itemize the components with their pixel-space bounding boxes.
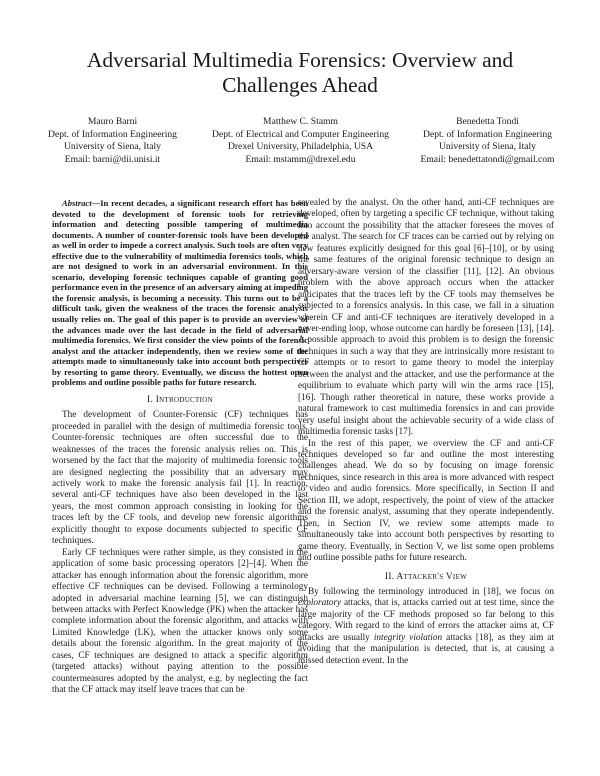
- right-paragraph-2: In the rest of this paper, we overview the CF and anti-CF techniques developed so far and outline the most interesting challenges ahead. We do so by focusing on image forensic techniques, since research in this area is more advanced with respect to video and audio forensics. More specifically, in Section II and Section III, we adopt, respectively, the point of view of the attacker and the forensic analyst, assuming that they operate independently. Then, in Section IV, we review some attempts made to simultaneously take into account both perspectives by resorting to game theory. Eventually, in Section V, we list some open problems and outline possible paths for future research.: [298, 438, 554, 564]
- abstract-label: Abstract: [62, 198, 92, 208]
- text-run: attacks, that is, attacks carried out at test time, since the large majority of the CF methods proposed so far belong to this category. With regard to the kind of errors the attacker aims at, CF attacks are usually: [298, 598, 554, 643]
- author-name: Mauro Barni: [87, 116, 138, 127]
- author-affiliation: Drexel University, Philadelphia, USA: [227, 141, 374, 153]
- author-email: Email: mstamm@drexel.edu: [245, 153, 356, 165]
- author-3: [395, 116, 580, 166]
- author-name: Matthew C. Stamm: [263, 116, 338, 127]
- paper-title: Adversarial Multimedia Forensics: Overview and Challenges Ahead: [86, 48, 514, 97]
- author-department: Dept. of Information Engineering: [423, 128, 552, 140]
- left-column: [52, 198, 308, 697]
- right-paragraph-1: revealed by the analyst. On the other hand, anti-CF techniques are developed, often by targeting a specific CF technique, without taking into account the possibility that the attacker foresees the moves of the analyst. The search for CF traces can be carried out by relying on new features explicitly designed for this goal [6]–[10], or by using the same features of the original forensic technique to design an adversary-aware version of the classifier [11], [12]. An obvious problem with the above approach occurs when the attacker anticipates that the traces left by the CF tools may themselves be subjected to a forensics analysis. In this case, we fall in a situation wherein CF and anti-CF techniques are iteratively developed in a never-ending loop, whose outcome can hardly be foreseen [13], [14]. A possible approach to avoid this problem is to design the forensic techniques in such a way that they are intrinsically more resistant to CF attempts or to resort to game theory to model the interplay between the analyst and the attacker, and use the performance at the equilibrium to evaluate which party will win the arms race [15], [16]. Though rather theoretical in nature, these works provide a natural framework to cast multimedia forensics in and can provide very useful insight about the achievable security of a wide class of multimedia forensic tasks [17].: [298, 198, 554, 438]
- author-2: [178, 116, 423, 166]
- intro-paragraph-1: The development of Counter-Forensic (CF) techniques has proceeded in parallel with the design of multimedia forensic tools. Counter-forensic techniques are often successful due to the weaknesses of the traces the forensic analysis relies on. This is worsened by the fact that the majority of multimedia forensic tools are designed neglecting the possibility that an adversary may actively work to make the forensic analysis fail [1]. In reaction, several anti-CF techniques have also been developed in the last years, the most common approach consisting in looking for the traces left by the CF tools, and develop new forensic algorithms explicitly thought to expose documents subjected to specific CF techniques.: [52, 410, 308, 547]
- author-email: Email: barni@dii.unisi.it: [64, 153, 161, 165]
- author-name: Benedetta Tondi: [456, 116, 519, 127]
- section-heading-introduction: I. Introduction: [147, 394, 213, 405]
- right-column: [298, 198, 554, 667]
- abstract: [52, 198, 308, 388]
- attacker-paragraph-1: [298, 587, 554, 667]
- emphasis-exploratory: exploratory: [298, 598, 342, 609]
- emphasis-integrity-violation: integrity violation: [373, 632, 443, 643]
- section-heading-attackers-view: II. Attacker's View: [384, 571, 468, 582]
- author-affiliation: University of Siena, Italy: [439, 141, 536, 153]
- text-run: By following the terminology introduced in [18], we focus on: [308, 586, 554, 597]
- abstract-text: —In recent decades, a significant research effort has been devoted to the development of forensic tools for retrieving information and detecting possible tampering of multimedia documents. A number of counter-forensic tools have been developed as well in order to impede a correct analysis. Such tools are often very effective due to the vulnerability of multimedia forensics tools, which are not designed to work in an adversarial environment. In this scenario, developing forensic techniques capable of granting good performance even in the presence of an adversary aiming at impeding the forensic analysis, is becoming a necessity. This turns out to be a difficult task, given the weakness of the traces the forensic analysis usually relies on. The goal of this paper is to provide an overview of the advances made over the last decade in the field of adversarial multimedia forensics. We first consider the view points of the forensic analyst and the attacker independently, then we review some of the attempts made to simultaneously take into account both perspectives by resorting to game theory. Eventually, we discuss the hottest open problems and outline possible paths for future research.: [52, 198, 308, 388]
- author-email: Email: benedettatondi@gmail.com: [420, 153, 555, 165]
- author-department: Dept. of Electrical and Computer Engineering: [212, 128, 389, 140]
- author-block: [20, 116, 580, 166]
- author-department: Dept. of Information Engineering: [48, 128, 177, 140]
- text-run: attacks [18], as they aim at avoiding that the manipulation is detected, that is, at causing a missed detection event. In the: [298, 632, 554, 666]
- author-affiliation: University of Siena, Italy: [64, 141, 161, 153]
- intro-paragraph-2: Early CF techniques were rather simple, as they consisted in the application of some basic processing operators [2]–[4]. When the attacker has enough information about the forensic algorithm, more effective CF techniques can be devised. Following a terminology adopted in adversarial machine learning [5], we can distinguish between attacks with Perfect Knowledge (PK) when the attacker has complete information about the forensic algorithm, and attacks with Limited Knowledge (LK), when the attacker knows only some details about the forensic algorithm. In the great majority of the cases, CF techniques are designed to attack a specific algorithm (targeted attacks) without paying attention to the possible countermeasures adopted by the analyst, e.g. by neglecting the fact that the CF attack may itself leave traces that can be: [52, 547, 308, 696]
